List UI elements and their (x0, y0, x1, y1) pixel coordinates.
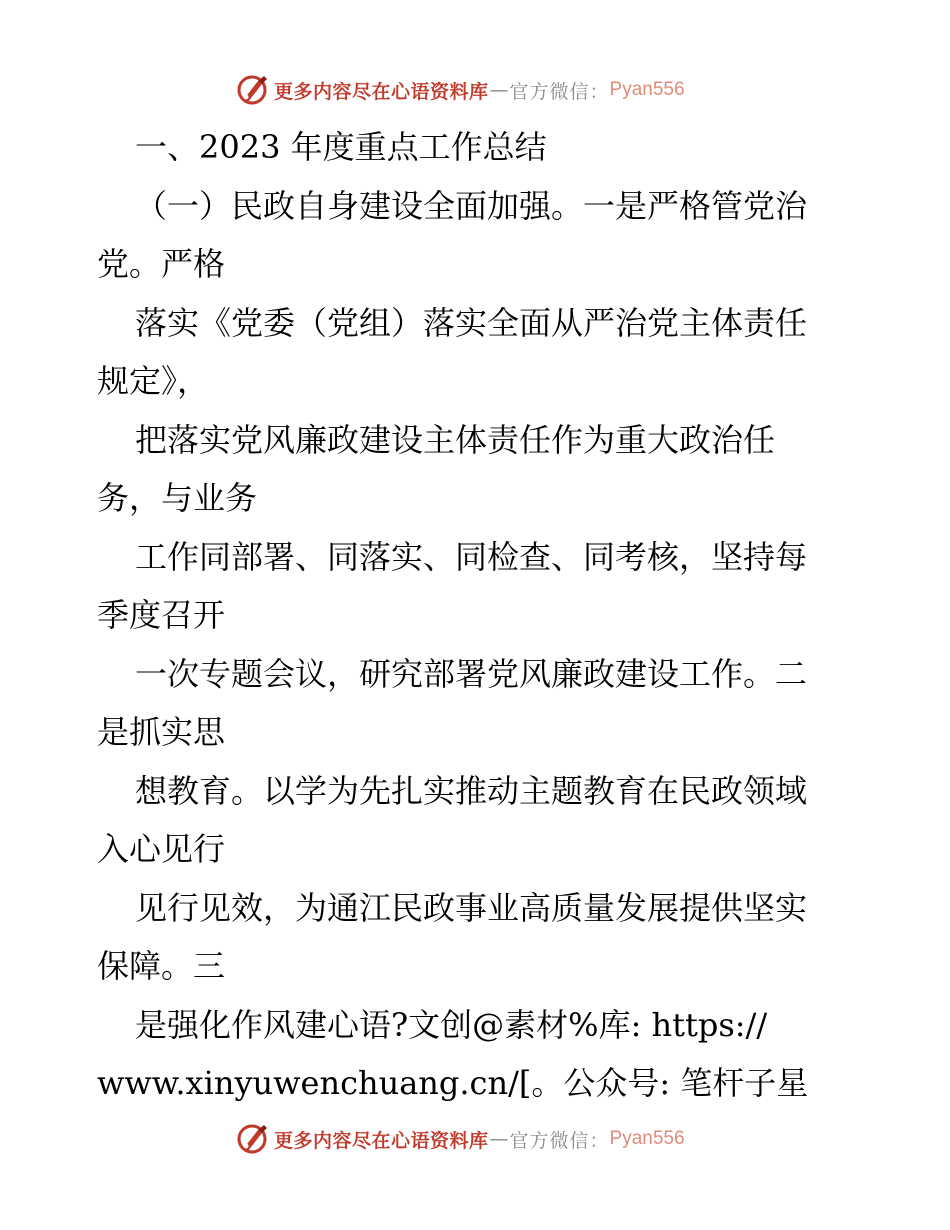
body-line: www.xinyuwenchuang.cn/[。公众号: 笔杆子星 (97, 1064, 809, 1102)
body-line: 入心见行 (97, 830, 226, 868)
body-line: 一次专题会议，研究部署党风廉政建设工作。二 (135, 655, 808, 693)
watermark-wechat-id: Pyan556 (609, 79, 685, 100)
watermark-dash: — (489, 79, 509, 101)
body-line: （一）民政自身建设全面加强。一是严格管党治 (135, 187, 808, 225)
brush-logo-icon (236, 73, 270, 107)
watermark-site-text: 更多内容尽在心语资料库 (274, 1129, 489, 1152)
brush-logo-icon (236, 1122, 270, 1156)
body-line: 把落实党风廉政建设主体责任作为重大政治任 (135, 421, 776, 459)
body-line: 工作同部署、同落实、同检查、同考核，坚持每 (135, 538, 808, 576)
section-heading: 一、2023 年度重点工作总结 (135, 128, 547, 166)
footer-watermark (236, 1121, 685, 1157)
body-line: 见行见效，为通江民政事业高质量发展提供坚实 (135, 889, 808, 927)
body-line: 保障。三 (97, 947, 226, 985)
header-watermark (236, 72, 685, 108)
watermark-wechat-label: 官方微信： (509, 1129, 610, 1152)
watermark-wechat-id: Pyan556 (609, 1128, 685, 1149)
body-line: 想教育。以学为先扎实推动主题教育在民政领域 (135, 772, 808, 810)
watermark-dash: — (489, 1128, 509, 1150)
watermark-wechat-label: 官方微信： (509, 80, 610, 103)
body-line: 季度召开 (97, 596, 226, 634)
body-line: 规定》， (97, 362, 210, 400)
body-line: 务，与业务 (97, 479, 258, 517)
watermark-site-text: 更多内容尽在心语资料库 (274, 80, 489, 103)
body-line: 落实《党委（党组）落实全面从严治党主体责任 (135, 304, 808, 342)
body-line: 是强化作风建心语?文创@素材%库: https:// (135, 1006, 768, 1044)
body-line: 党。严格 (97, 245, 226, 283)
body-line: 是抓实思 (97, 713, 226, 751)
